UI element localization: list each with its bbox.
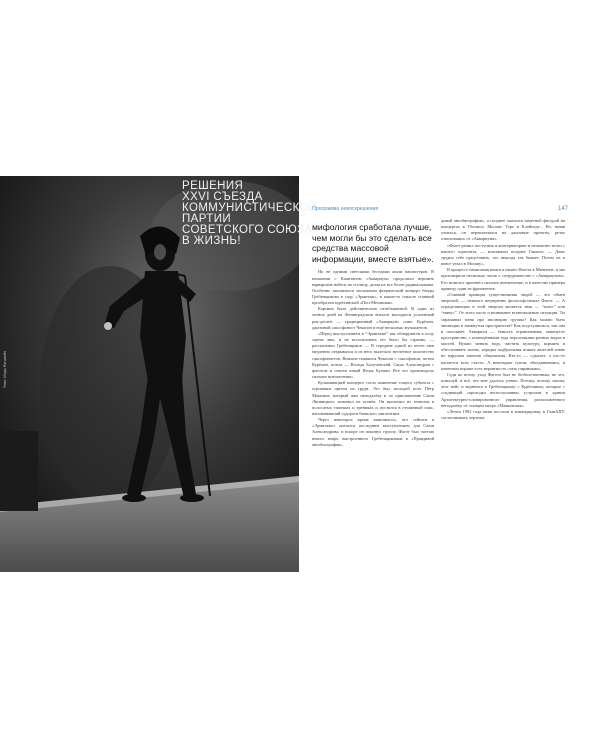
paragraph: дивой автобиографии», а позднее оказался заметной фигурой на концертах в Тбилиси, Москве, Торе и Клайпеде... Но, начав учиться, он переключился на джазовые проекты, резко отколовшись от «Аквариума». bbox=[441, 218, 565, 242]
photo-banner bbox=[182, 181, 318, 247]
banner-line: XXVI СЪЕЗДА bbox=[182, 191, 263, 203]
paragraph: «Главный принцип существования людей — это обмен энергией, — немного неуверенно философствовал Фагот. — А определяющим в этой энергии является знак — “плюс” или “минус”. От этого часто и возникают всевозможные ситуации. Ты спрашивал меня про эволюцию группы? Как можно быть эволюции в замкнутом пространстве? Как подступишься, так она и поплывёт. Аквариум — ёмкость ограниченная, замкнутое пространство, с помещёнными туда персонажами разных видов и мастей. Нужно менять воду, чистить культуру, кормить и обеспечивать жизнь, изредка подбрасывая всяких жителей извне не нарушая законов общежития. Кто-то — сдыхает, а кто-то пытается всех съесть. А некоторые гуппи, объединившись, в конечном пораже есть вероятность стать пираньями». bbox=[441, 291, 565, 371]
paragraph: Картина была действительно незабываемой. В один из летних дней на Ленинградском вокзале высадился усиленный рок-десант — традиционный «Аквариум» плюс Курёхин, джазовый саксофонист Чекасин и ещё несколько музыкантов. bbox=[312, 306, 434, 330]
banner-line: КОММУНИСТИЧЕСКОЙ bbox=[182, 202, 318, 214]
text-column-2 bbox=[441, 218, 565, 421]
paragraph: Через некоторое время выяснилось, что сейшен в «Эрмитаже» оказался последним выступлением для Саши Александрова, и вскоре он покинул группу. Фагот был частью некого мифа, выстроенного Гребенщиковым в «Правдивой автобиографии», bbox=[312, 417, 434, 447]
text-column-1 bbox=[312, 218, 434, 448]
paragraph: Кульминацией концерта стало появление тощего субъекта с огромным щитом на груди. Это был молодой поэт Пётр Мамонов, который жил неподалёку и по приглашению Саши Липницкого зазвонил на огонёк. Он выскочил из темноты в полосатых тапочках и трениках и пустился в отчаянный пляс, напоминавший судороги бывалого эпилептика. bbox=[312, 380, 434, 416]
paragraph: «Перед выступлением в “Эрмитаже” мы обнаружили в полу сцены люк, и не использовать его было бы странно, — рассказывал Гребенщиков. — В середине одной из песен люк медленно открывался и из него вылезало несчётное количество саксофонистов. Вначале появился Чекасин с саксофоном, потом Курёхин, потом — Володя Болучевский, Саша Александров с фаготом и совсем юный Игорь Бутман. Всё это производило сильное впечатление». bbox=[312, 330, 434, 380]
paragraph: «Летом 1982 года меня послали в командировку в ГлавАПУ, согласовывать чертежи bbox=[441, 408, 565, 420]
paragraph: Но не одними светскими беседами жили нашистеров. В компании с Капитаном «Аквариум» продолжал вершить варварские набеги на столицу, делая их все более радикальными. Особенно запомнился москвичам феерический концерт банды Гребенщикова в саду «Эрмитаж», в каком-то смысле ставший прообразом курёхинской «Поп-Механики». bbox=[312, 269, 434, 306]
paragraph: В процессе написания книги я нашёл Фагота в Мюнхене, и мы проговорили несколько часов о сотрудничестве с «Аквариумом». Его монолог произвёл сильное впечатление, и в качестве примера приведу один из фрагментов. bbox=[441, 267, 565, 291]
banner-line: РЕШЕНИЯ bbox=[182, 180, 244, 192]
paragraph: «Фагот решил поступить в консерваторию и незаметно исчез с нашего горизонта, — вспоминал позднее Гаккель. — Даже трудно себе представить, что никогда так бывает. Потом он и вовсе уехал в Москву». bbox=[441, 242, 565, 267]
running-head: Программа невоскрешения bbox=[312, 206, 379, 212]
banner-line: В ЖИЗНЬ! bbox=[182, 235, 241, 247]
pull-quote: мифология сработала лучше, чем могли бы это сделать все средства массовой информации, вместе взятые». bbox=[312, 222, 434, 264]
page-number: 147 bbox=[558, 206, 569, 212]
photo-credit: Фото: Игорь Ротштейн bbox=[3, 350, 7, 388]
banner-line: ПАРТИИ bbox=[182, 213, 232, 225]
paragraph: Судя по всему, уход Фагота был не безболезненным, но это, пожалуй, и всё, что мне удалось узнать. Потому, потому захожу этот нейс и вернёмся к Гребенщикову с Курёхиным, которые с «сиднящий «проходка непослушания» устроили в здании Архитектурно-планировочного управления, расположенного неподалёку от станции метро «Маяковская». bbox=[441, 371, 565, 408]
banner-line: СОВЕТСКОГО СОЮЗА bbox=[182, 224, 313, 236]
